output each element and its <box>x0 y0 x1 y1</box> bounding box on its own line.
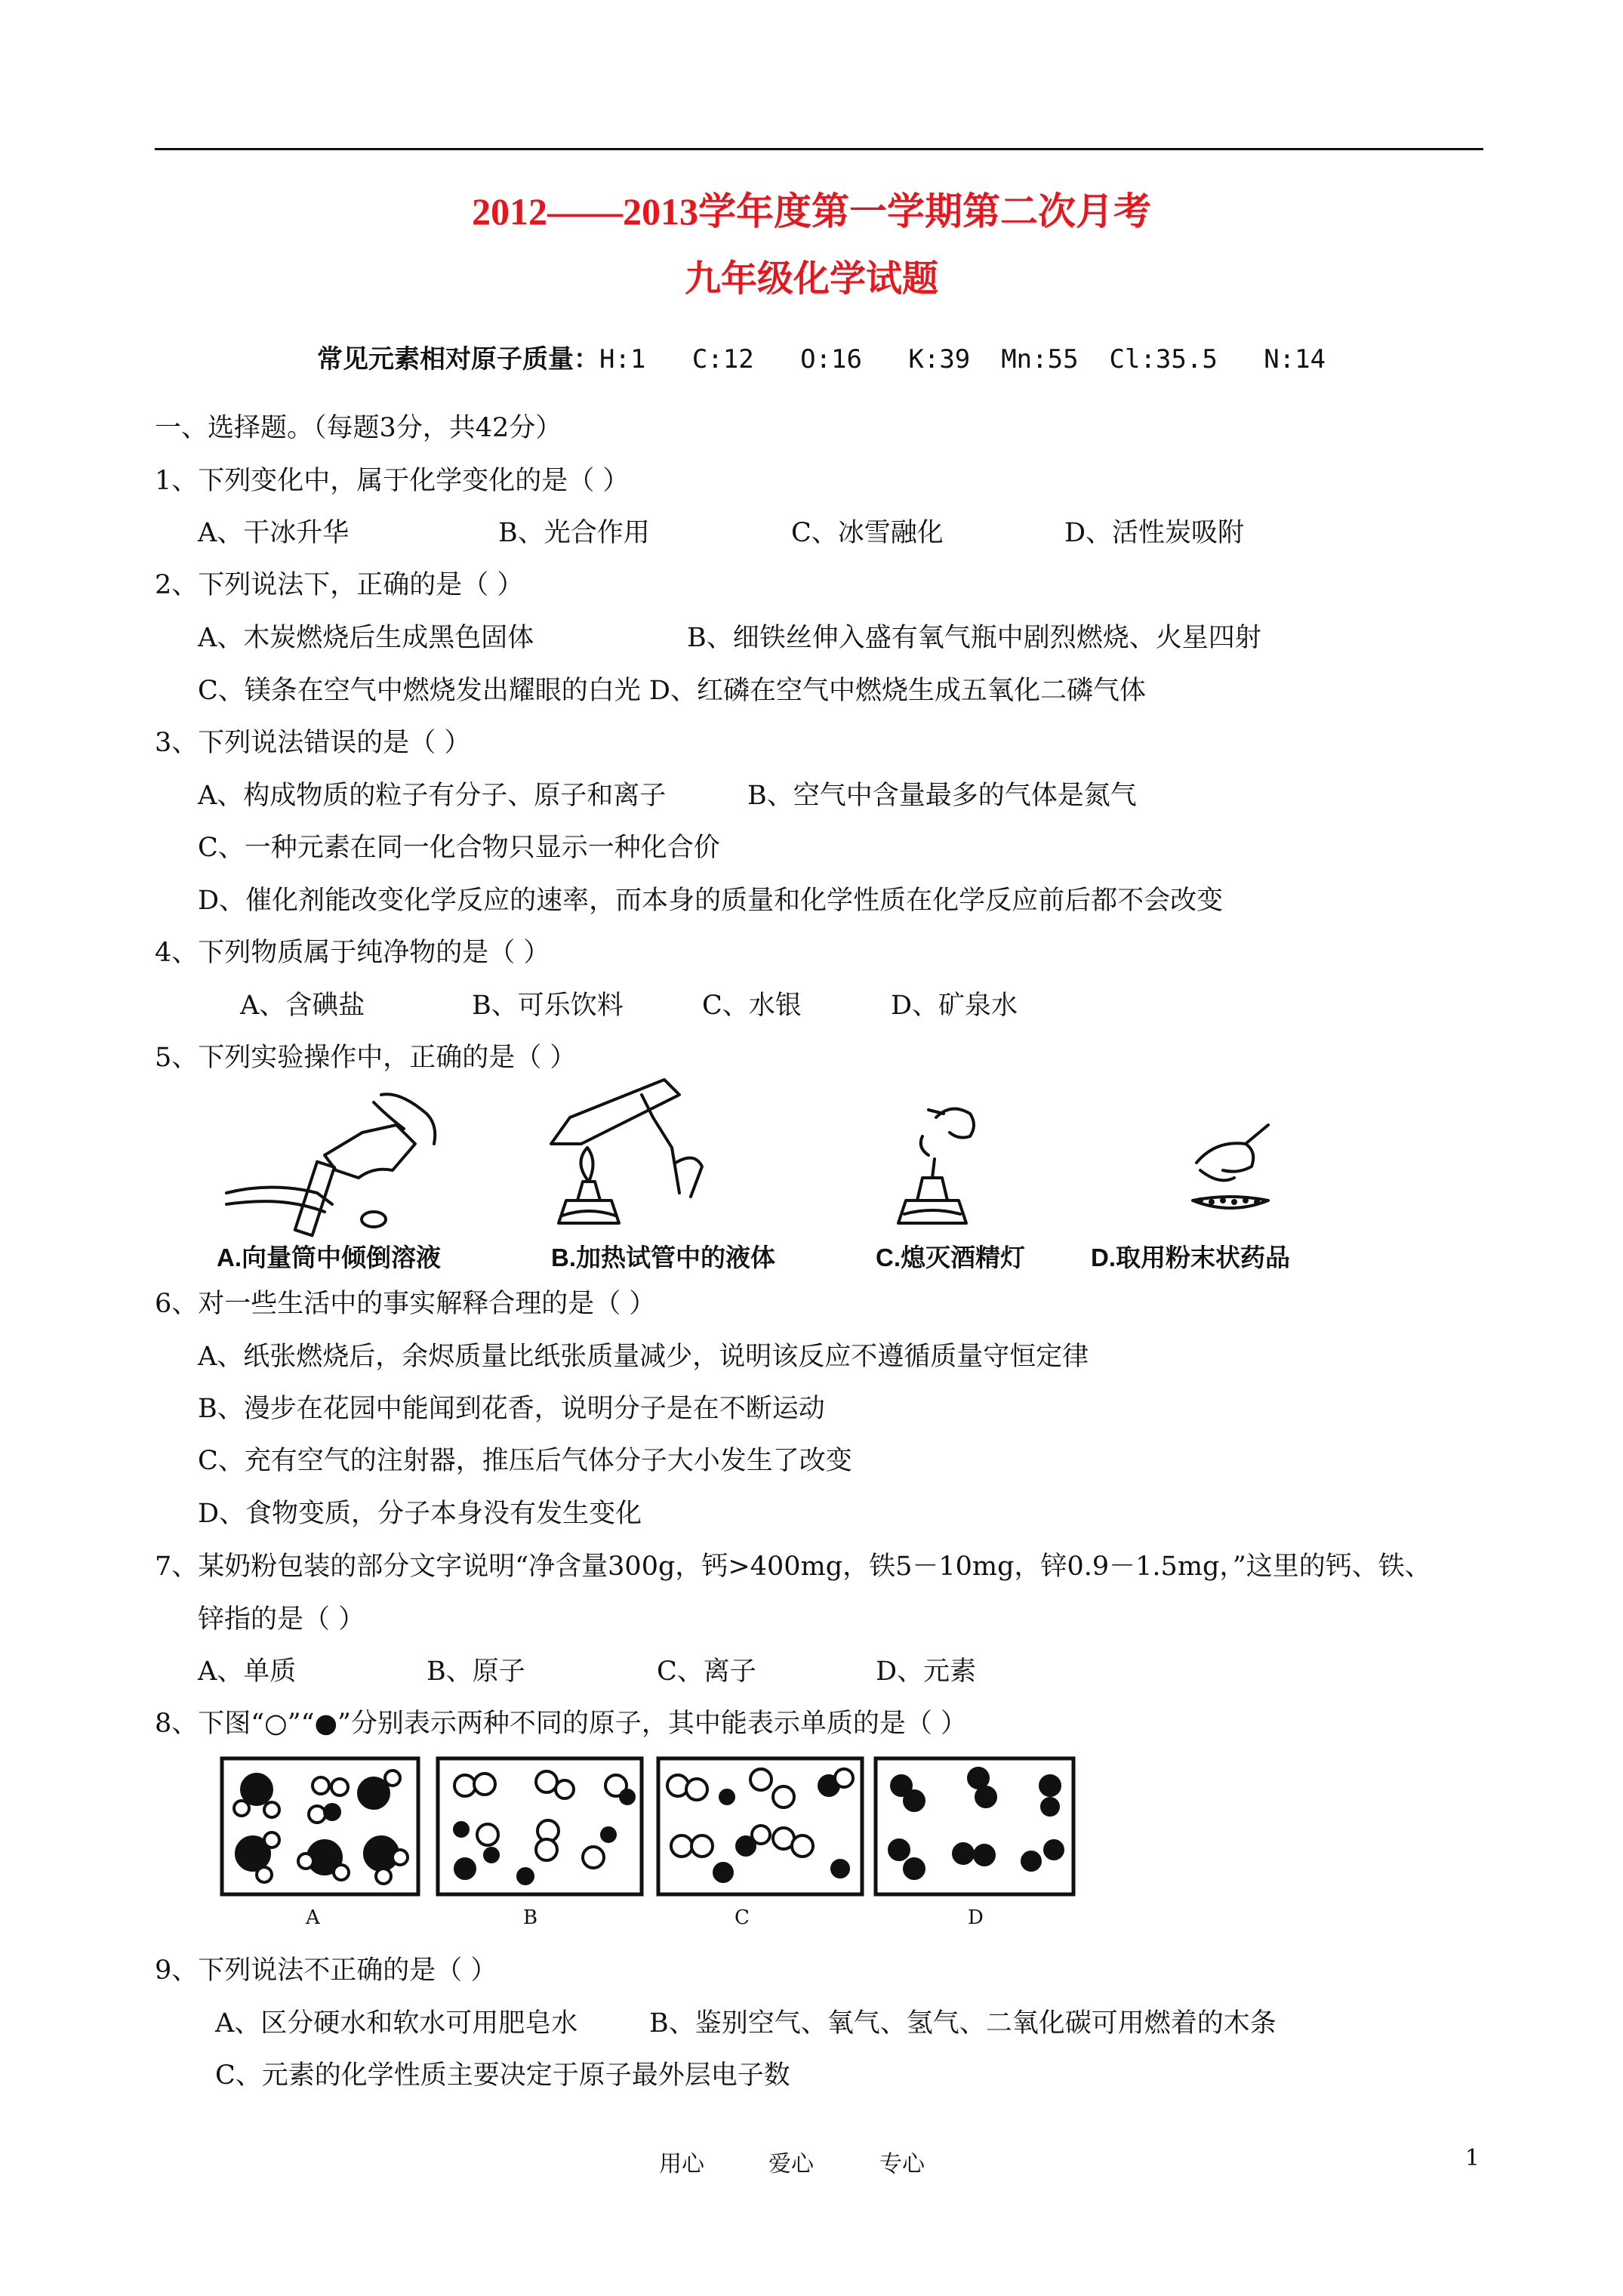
exam-subtitle: 九年级化学试题 <box>684 259 938 299</box>
page-number: 1 <box>1464 2145 1480 2171</box>
q1-stem: 1、下列变化中，属于化学变化的是（ ） <box>155 466 630 496</box>
q8-label-b: B <box>523 1906 538 1929</box>
q2-option-a: A、木炭燃烧后生成黑色固体 <box>198 623 534 653</box>
footer-item-1: 用心 <box>659 2151 704 2177</box>
footer-item-3: 专心 <box>879 2151 925 2177</box>
q1-option-c: C、冰雪融化 <box>791 518 944 548</box>
lab-operations-figure <box>211 1072 1359 1246</box>
atomic-mass-values: H:1 C:12 O:16 K:39 Mn:55 Cl:35.5 N:14 <box>599 344 1326 374</box>
q4-option-a: A、含碘盐 <box>240 991 365 1021</box>
q8-label-a: A <box>306 1906 320 1929</box>
q7-option-b: B、原子 <box>427 1657 525 1687</box>
q4-option-b: B、可乐饮料 <box>472 991 624 1021</box>
q2-option-cd: C、镁条在空气中燃烧发出耀眼的白光 D、红磷在空气中燃烧生成五氧化二磷气体 <box>198 676 1146 706</box>
header-rule <box>155 148 1483 150</box>
q6-option-c: C、充有空气的注射器，推压后气体分子大小发生了改变 <box>198 1446 852 1476</box>
q2-stem: 2、下列说法下，正确的是（ ） <box>155 570 524 600</box>
q1-option-a: A、干冰升华 <box>198 518 350 548</box>
q5-label-b: B.加热试管中的液体 <box>551 1244 775 1271</box>
q5-label-a: A.向量筒中倾倒溶液 <box>217 1244 441 1271</box>
q4-option-c: C、水银 <box>702 991 802 1021</box>
atomic-mass-line <box>317 338 1326 375</box>
q3-option-d: D、催化剂能改变化学反应的速率，而本身的质量和化学性质在化学反应前后都不会改变 <box>198 886 1224 916</box>
q6-option-b: B、漫步在花园中能闻到花香，说明分子是在不断运动 <box>198 1394 825 1424</box>
exam-title: 2012——2013学年度第一学期第二次月考 <box>472 190 1151 233</box>
q7-option-a: A、单质 <box>198 1657 297 1687</box>
q7-stem: 7、某奶粉包装的部分文字说明“净含量300g，钙>400mg，铁5－10mg，锌0.9－1.5mg，”这里的钙、铁、 <box>155 1552 1431 1582</box>
q6-option-d: D、食物变质，分子本身没有发生变化 <box>198 1499 642 1529</box>
particle-model-figure <box>219 1755 1079 1899</box>
q5-stem: 5、下列实验操作中，正确的是（ ） <box>155 1043 577 1073</box>
q4-stem: 4、下列物质属于纯净物的是（ ） <box>155 938 550 968</box>
q6-stem: 6、对一些生活中的事实解释合理的是（ ） <box>155 1289 656 1319</box>
footer-item-2: 爱心 <box>768 2151 814 2177</box>
q8-label-c: C <box>735 1906 750 1929</box>
q3-option-b: B、空气中含量最多的气体是氮气 <box>747 781 1137 811</box>
q5-label-d: D.取用粉末状药品 <box>1091 1244 1290 1271</box>
q3-option-a: A、构成物质的粒子有分子、原子和离子 <box>198 781 667 811</box>
q8-stem: 8、下图“○”“●”分别表示两种不同的原子，其中能表示单质的是（ ） <box>155 1709 968 1739</box>
heating-test-tube-illustration <box>551 1080 702 1223</box>
powder-spatula-illustration <box>1193 1125 1268 1208</box>
section-heading: 一、选择题。（每题3分，共42分） <box>155 413 562 443</box>
q7-option-c: C、离子 <box>657 1657 756 1687</box>
q7-stem-continued: 锌指的是（ ） <box>198 1604 365 1635</box>
q4-option-d: D、矿泉水 <box>891 991 1018 1021</box>
q9-option-b: B、鉴别空气、氧气、氢气、二氧化碳可用燃着的木条 <box>649 2008 1277 2039</box>
q9-option-c: C、元素的化学性质主要决定于原子最外层电子数 <box>215 2060 790 2091</box>
q6-option-a: A、纸张燃烧后，余烬质量比纸张质量减少，说明该反应不遵循质量守恒定律 <box>198 1342 1089 1372</box>
q8-label-d: D <box>968 1906 984 1929</box>
q1-option-d: D、活性炭吸附 <box>1064 518 1245 548</box>
atomic-mass-label: 常见元素相对原子质量： <box>317 344 599 374</box>
q7-option-d: D、元素 <box>876 1657 977 1687</box>
q9-stem: 9、下列说法不正确的是（ ） <box>155 1955 497 1986</box>
alcohol-lamp-illustration <box>898 1109 974 1223</box>
pouring-cylinder-illustration <box>226 1094 435 1235</box>
q2-option-b: B、细铁丝伸入盛有氧气瓶中剧烈燃烧、火星四射 <box>687 623 1261 653</box>
q3-option-c: C、一种元素在同一化合物只显示一种化合价 <box>198 833 720 863</box>
q1-option-b: B、光合作用 <box>498 518 650 548</box>
q5-label-c: C.熄灭酒精灯 <box>876 1244 1025 1271</box>
q9-option-a: A、区分硬水和软水可用肥皂水 <box>215 2008 578 2039</box>
q3-stem: 3、下列说法错误的是（ ） <box>155 728 471 758</box>
